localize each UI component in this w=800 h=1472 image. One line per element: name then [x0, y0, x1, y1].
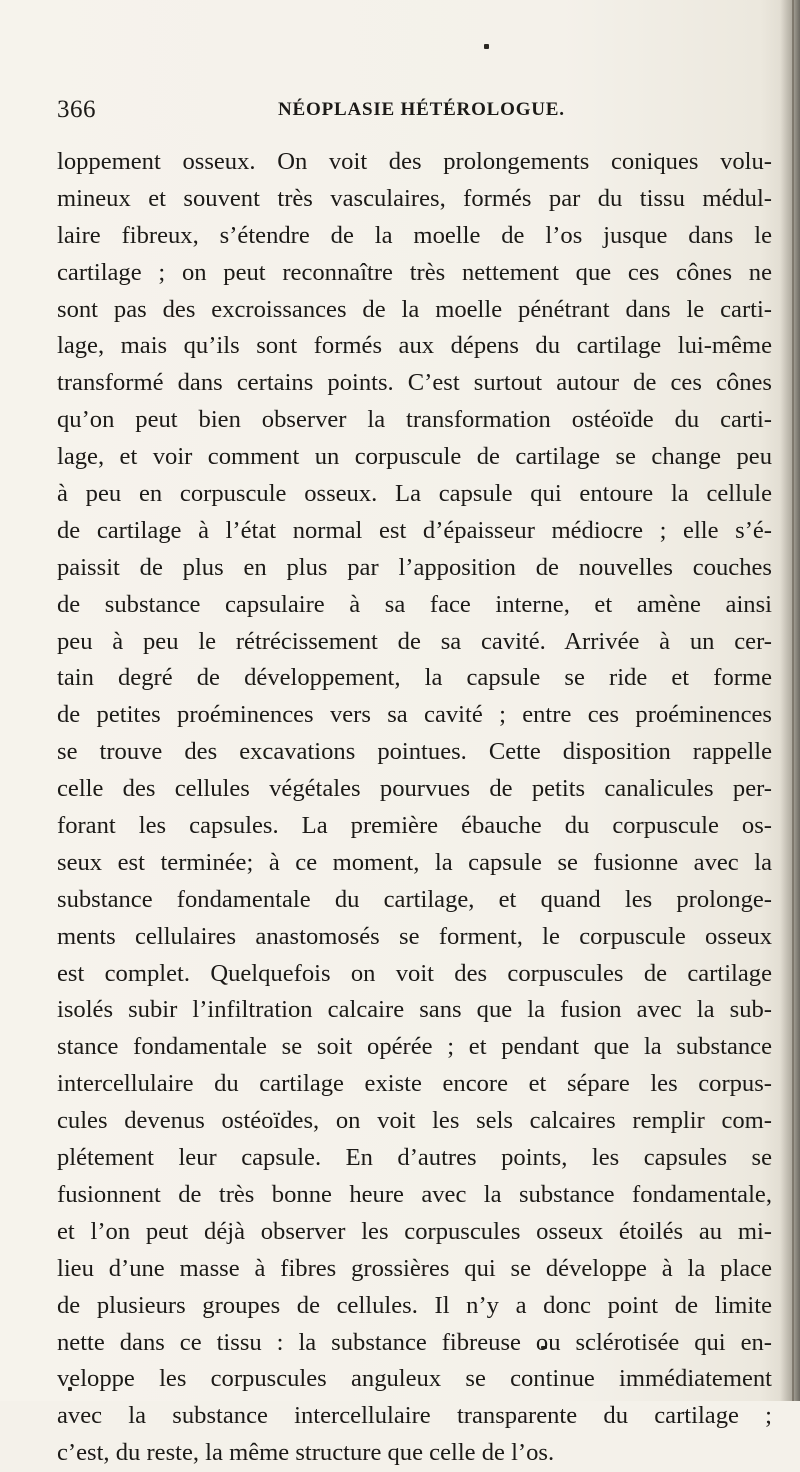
text-line: de plusieurs groupes de cellules. Il n’y a donc point de limite — [57, 1291, 772, 1319]
text-line: veloppe les corpuscules anguleux se continue immédiatement — [57, 1365, 772, 1393]
text-line: substance fondamentale du cartilage, et quand les prolonge- — [57, 885, 772, 913]
text-line: à peu en corpuscule osseux. La capsule qui entoure la cellule — [57, 480, 772, 508]
text-line: ments cellulaires anastomosés se forment, le corpuscule osseux — [57, 922, 772, 950]
page-header — [57, 96, 772, 132]
text-line: lieu d’une masse à fibres grossières qui se développe à la place — [57, 1254, 772, 1282]
text-line: mineux et souvent très vasculaires, formés par du tissu médul- — [57, 184, 772, 212]
text-line: nette dans ce tissu : la substance fibreuse ou sclérotisée qui en- — [57, 1328, 772, 1356]
text-line: celle des cellules végétales pourvues de petits canalicules per- — [57, 775, 772, 803]
text-line: et l’on peut déjà observer les corpuscules osseux étoilés au mi- — [57, 1217, 772, 1245]
page-number: 366 — [57, 96, 96, 123]
text-line: de cartilage à l’état normal est d’épaisseur médiocre ; elle s’é- — [57, 516, 772, 544]
text-line: fusionnent de très bonne heure avec la substance fondamentale, — [57, 1180, 772, 1208]
text-line: laire fibreux, s’étendre de la moelle de l’os jusque dans le — [57, 221, 772, 249]
text-line: seux est terminée; à ce moment, la capsule se fusionne avec la — [57, 848, 772, 876]
text-line: lage, et voir comment un corpuscule de cartilage se change peu — [57, 443, 772, 471]
text-line: se trouve des excavations pointues. Cette disposition rappelle — [57, 738, 772, 766]
text-line: isolés subir l’infiltration calcaire sans que la fusion avec la sub- — [57, 996, 772, 1024]
page-edge-line — [792, 0, 794, 1401]
text-line: forant les capsules. La première ébauche du corpuscule os- — [57, 812, 772, 840]
text-line: sont pas des excroissances de la moelle pénétrant dans le carti- — [57, 295, 772, 323]
text-line: cartilage ; on peut reconnaître très nettement que ces cônes ne — [57, 258, 772, 286]
text-line: cules devenus ostéoïdes, on voit les sels calcaires remplir com- — [57, 1107, 772, 1135]
text-line: transformé dans certains points. C’est surtout autour de ces cônes — [57, 369, 772, 397]
ink-speck — [484, 44, 489, 49]
text-line: peu à peu le rétrécissement de sa cavité. Arrivée à un cer- — [57, 627, 772, 655]
text-line: plétement leur capsule. En d’autres points, les capsules se — [57, 1144, 772, 1172]
body-text — [57, 144, 772, 1472]
text-line: intercellulaire du cartilage existe encore et sépare les corpus- — [57, 1070, 772, 1098]
page-edge-shadow — [780, 0, 800, 1401]
text-line: de petites proéminences vers sa cavité ; entre ces proéminences — [57, 701, 772, 729]
text-line: tain degré de développement, la capsule se ride et forme — [57, 664, 772, 692]
text-line: paissit de plus en plus par l’apposition de nouvelles couches — [57, 553, 772, 581]
text-line: lage, mais qu’ils sont formés aux dépens du cartilage lui-même — [57, 332, 772, 360]
text-line: stance fondamentale se soit opérée ; et pendant que la substance — [57, 1033, 772, 1061]
text-line: est complet. Quelquefois on voit des corpuscules de cartilage — [57, 959, 772, 987]
text-line: de substance capsulaire à sa face interne, et amène ainsi — [57, 590, 772, 618]
text-line: avec la substance intercellulaire transparente du cartilage ; — [57, 1402, 772, 1430]
running-title: NÉOPLASIE HÉTÉROLOGUE. — [278, 99, 565, 120]
text-line: c’est, du reste, la même structure que celle de l’os. — [57, 1439, 555, 1467]
text-line: loppement osseux. On voit des prolongements coniques volu- — [57, 148, 772, 175]
text-line: qu’on peut bien observer la transformation ostéoïde du carti- — [57, 406, 772, 434]
